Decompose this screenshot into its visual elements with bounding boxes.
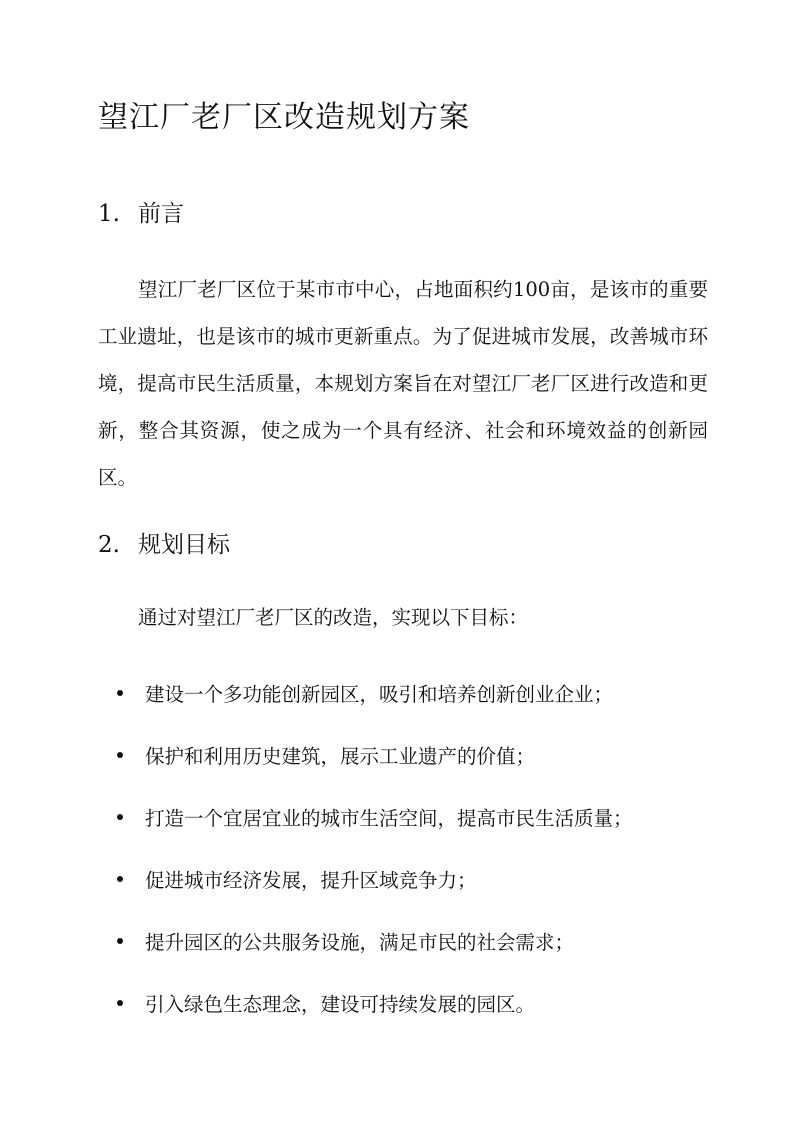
list-item-text: 引入绿色生态理念，建设可持续发展的园区。: [145, 993, 536, 1016]
section-heading-goals: [98, 527, 230, 563]
section-number: 2.: [98, 532, 120, 558]
list-item: [117, 848, 633, 910]
bullet-icon: [117, 938, 123, 944]
list-item: [117, 910, 633, 972]
list-item: [117, 724, 633, 786]
preface-paragraph: 望江厂老厂区位于某市市中心，占地面积约100亩，是该市的重要工业遗址，也是该市的城市更新重点。为了促进城市发展，改善城市环境，提高市民生活质量，本规划方案旨在对望江厂老厂区进行改造和更新，整合其资源，使之成为一个具有经济、社会和环境效益的创新园区。: [98, 278, 708, 489]
goals-list: [117, 662, 633, 1034]
section-heading-text: 前言: [138, 201, 184, 227]
goals-intro: 通过对望江厂老厂区的改造，实现以下目标：: [138, 606, 529, 629]
bullet-icon: [117, 690, 123, 696]
list-item: [117, 786, 633, 848]
list-item: [117, 662, 633, 724]
section-heading-preface: [98, 196, 184, 232]
list-item-text: 提升园区的公共服务设施，满足市民的社会需求；: [145, 931, 575, 954]
list-item-text: 建设一个多功能创新园区，吸引和培养创新创业企业；: [145, 683, 614, 706]
bullet-icon: [117, 814, 123, 820]
bullet-icon: [117, 752, 123, 758]
document-title: 望江厂老厂区改造规划方案: [98, 100, 470, 135]
list-item: [117, 972, 633, 1034]
list-item-text: 保护和利用历史建筑，展示工业遗产的价值；: [145, 745, 536, 768]
bullet-icon: [117, 876, 123, 882]
list-item-text: 促进城市经济发展，提升区域竞争力；: [145, 869, 477, 892]
bullet-icon: [117, 1000, 123, 1006]
section-number: 1.: [98, 201, 120, 227]
list-item-text: 打造一个宜居宜业的城市生活空间，提高市民生活质量；: [145, 807, 633, 830]
section-heading-text: 规划目标: [138, 532, 230, 558]
